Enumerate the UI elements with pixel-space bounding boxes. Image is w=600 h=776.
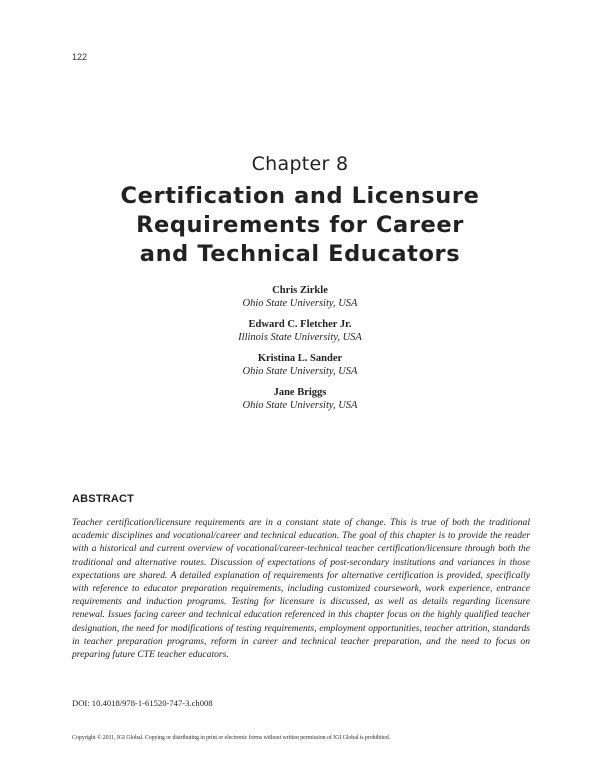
- abstract-heading: ABSTRACT: [72, 493, 135, 505]
- author-affiliation: Ohio State University, USA: [242, 366, 358, 377]
- page-number: 122: [72, 52, 88, 62]
- author-affiliation: Illinois State University, USA: [238, 332, 362, 343]
- author-entry: [0, 319, 600, 344]
- author-name: Edward C. Fletcher Jr.: [248, 319, 352, 330]
- chapter-title-line: and Technical Educators: [139, 241, 461, 267]
- abstract-text: Teacher certification/licensure requirements are in a constant state of change. This is true of both the traditional academic disciplines and vocational/career and technical education. The goal of this chapter is to provide the reader with a historical and current overview of vocational/career-technical teacher certification/licensure through both the traditional and alternative routes. Discussion of expectations of post-secondary institutions and variances in those expectations are shared. A detailed explanation of requirements for alternative certification is provided, specifically with reference to educator preparation requirements, including customized coursework, work experience, entrance requirements and induction programs. Testing for licensure is discussed, as well as details regarding licensure renewal. Issues facing career and technical education referenced in this chapter focus on the highly qualified teacher designation, the need for modifications of testing requirements, employment opportunities, teacher attrition, standards in teacher preparation programs, reform in career and technical teacher preparation, and the need to focus on preparing future CTE teacher educators.: [72, 517, 530, 661]
- copyright-notice: Copyright © 2011, IGI Global. Copying or distributing in print or electronic forms without written permission of IGI Global is prohibited.: [72, 735, 390, 741]
- chapter-title: [60, 182, 540, 269]
- chapter-title-line: Requirements for Career: [136, 212, 464, 238]
- author-name: Jane Briggs: [273, 387, 327, 398]
- author-list: [0, 285, 600, 421]
- author-entry: [0, 353, 600, 378]
- author-affiliation: Ohio State University, USA: [242, 298, 358, 309]
- chapter-label: Chapter 8: [251, 153, 349, 175]
- author-entry: [0, 285, 600, 310]
- doi-line: DOI: 10.4018/978-1-61520-747-3.ch008: [72, 698, 213, 708]
- chapter-title-line: Certification and Licensure: [120, 183, 480, 209]
- author-name: Chris Zirkle: [272, 285, 328, 296]
- author-entry: [0, 387, 600, 412]
- author-name: Kristina L. Sander: [257, 353, 343, 364]
- author-affiliation: Ohio State University, USA: [242, 400, 358, 411]
